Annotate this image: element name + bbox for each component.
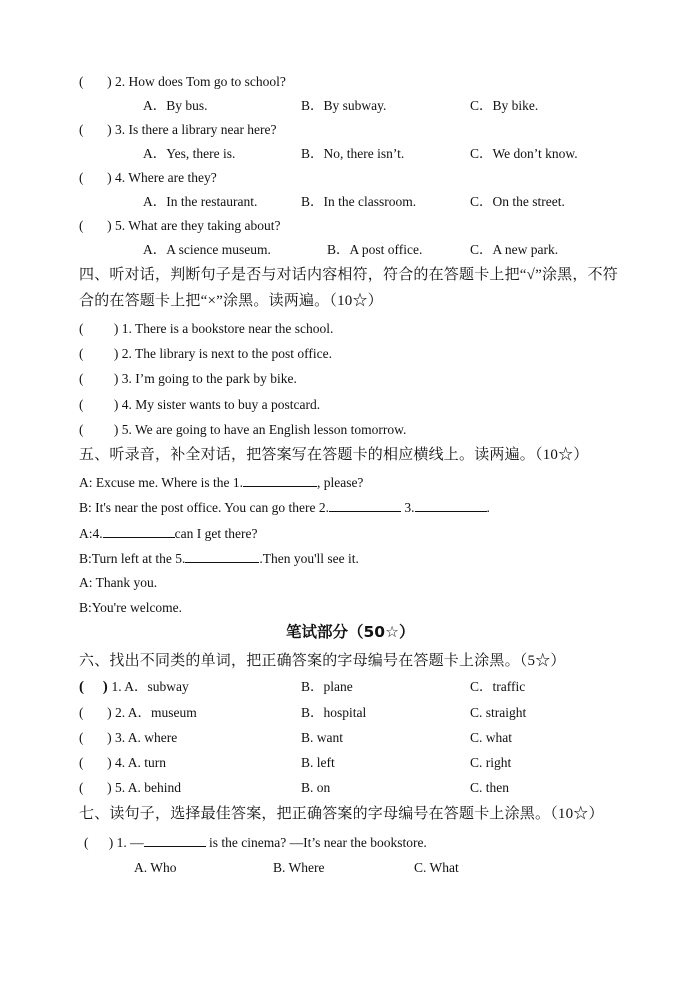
option-b: B. Where	[273, 860, 325, 875]
option-c: C．A new park.	[470, 242, 559, 257]
option-b: B．plane	[301, 679, 353, 694]
written-part-title: 笔试部分（50☆）	[286, 623, 415, 641]
answer-paren[interactable]: ( )	[79, 346, 119, 361]
option-b: B．No, there isn’t.	[301, 146, 405, 161]
section-4-title-line1: 四、听对话，判断句子是否与对话内容相符，符合的在答题卡上把“√”涂黑，不符	[79, 267, 618, 283]
option-b: B．A post office.	[327, 242, 423, 257]
blank-1[interactable]	[243, 473, 317, 487]
section-6-title: 六、找出不同类的单词，把正确答案的字母编号在答题卡上涂黑。（5☆）	[79, 653, 566, 669]
option-a: A．By bus.	[143, 98, 208, 113]
answer-paren[interactable]: ( )	[79, 74, 112, 89]
option-b: B．In the classroom.	[301, 194, 417, 209]
section-5-title: 五、听录音，补全对话，把答案写在答题卡的相应横线上。读两遍。（10☆）	[79, 447, 589, 463]
answer-paren[interactable]: ( )	[79, 321, 119, 336]
answer-paren[interactable]: ( )	[79, 679, 108, 695]
dialogue-line-4: B:Turn left at the 5. .Then you'll see it.	[79, 551, 359, 566]
option-c: C. What	[414, 860, 459, 875]
option-a: A. Who	[134, 860, 177, 875]
section-7-question-1: ( ) 1. — is the cinema? —It’s near the bookstore.	[84, 835, 427, 850]
answer-paren[interactable]: ( )	[79, 170, 112, 185]
answer-paren[interactable]: ( )	[79, 218, 112, 233]
answer-paren[interactable]: ( )	[79, 371, 119, 386]
option-c: C．traffic	[470, 679, 526, 694]
section-4-item-1: ( ) 1. There is a bookstore near the school.	[79, 321, 334, 336]
dialogue-line-2: B: It's near the post office. You can go there 2. 3. .	[79, 500, 490, 515]
option-c: C．By bike.	[470, 98, 539, 113]
answer-paren[interactable]: ( )	[79, 397, 119, 412]
option-b: B．hospital	[301, 705, 367, 720]
section-7-title: 七、读句子，选择最佳答案，把正确答案的字母编号在答题卡上涂黑。（10☆）	[79, 806, 604, 822]
dialogue-line-1: A: Excuse me. Where is the 1. , please?	[79, 475, 364, 490]
section-4-item-2: ( ) 2. The library is next to the post office.	[79, 346, 332, 361]
option-c: C．We don’t know.	[470, 146, 578, 161]
question-text: 3. Is there a library near here?	[115, 122, 277, 137]
option-b: B. on	[301, 780, 331, 795]
option-b: B．By subway.	[301, 98, 387, 113]
section-4-item-4: ( ) 4. My sister wants to buy a postcard.	[79, 397, 321, 412]
option-c: C．On the street.	[470, 194, 565, 209]
option-c: C. then	[470, 780, 509, 795]
option-a: A．A science museum.	[143, 242, 271, 257]
answer-paren[interactable]: ( )	[79, 730, 112, 745]
blank-5[interactable]	[185, 549, 259, 563]
section-4-title-line2: 合的在答题卡上把“×”涂黑。读两遍。（10☆）	[79, 293, 383, 309]
answer-paren[interactable]: ( )	[79, 780, 112, 795]
blank-question-1[interactable]	[144, 833, 206, 847]
option-c: C. right	[470, 755, 512, 770]
answer-paren[interactable]: ( )	[79, 705, 112, 720]
option-b: B. want	[301, 730, 343, 745]
answer-paren[interactable]: ( )	[84, 835, 114, 850]
blank-2[interactable]	[329, 498, 401, 512]
section-4-item-3: ( ) 3. I’m going to the park by bike.	[79, 371, 297, 386]
option-c: C. straight	[470, 705, 527, 720]
dialogue-line-6: B:You're welcome.	[79, 600, 183, 615]
question-text: 4. Where are they?	[115, 170, 217, 185]
question-text: 2. How does Tom go to school?	[115, 74, 286, 89]
blank-3[interactable]	[415, 498, 487, 512]
question-text: 5. What are they taking about?	[115, 218, 281, 233]
dialogue-line-3: A:4. can I get there?	[79, 526, 258, 541]
option-a: A．In the restaurant.	[143, 194, 258, 209]
option-a: A．Yes, there is.	[143, 146, 236, 161]
blank-4[interactable]	[103, 524, 175, 538]
answer-paren[interactable]: ( )	[79, 122, 112, 137]
option-b: B. left	[301, 755, 335, 770]
answer-paren[interactable]: ( )	[79, 755, 112, 770]
dialogue-line-5: A: Thank you.	[79, 575, 158, 590]
answer-paren[interactable]: ( )	[79, 422, 119, 437]
section-4-item-5: ( ) 5. We are going to have an English lesson tomorrow.	[79, 422, 407, 437]
option-c: C. what	[470, 730, 512, 745]
